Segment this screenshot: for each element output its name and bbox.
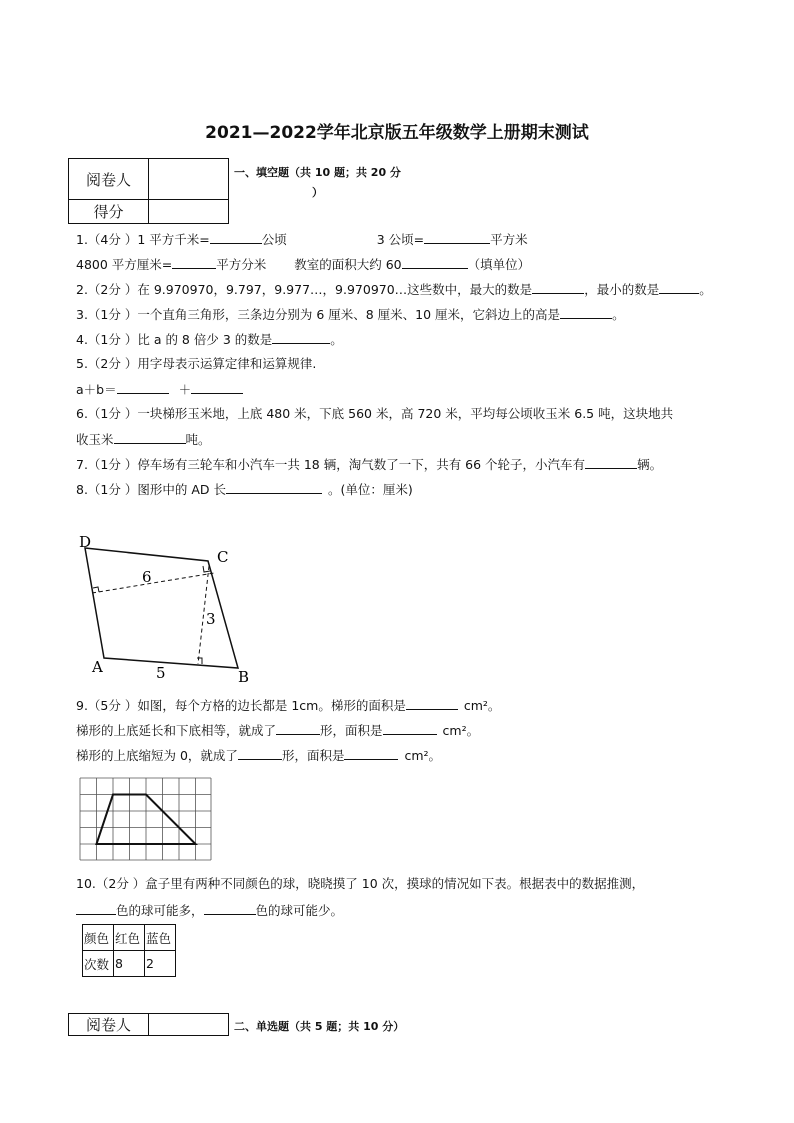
answer-blank[interactable]	[383, 722, 437, 735]
answer-blank[interactable]	[402, 256, 468, 269]
question-5: 5.（2分 ）用字母表示运算定律和运算规律.	[76, 356, 317, 371]
parallelogram-figure	[72, 528, 272, 688]
table-row	[83, 951, 176, 977]
table-row	[83, 925, 176, 951]
answer-blank[interactable]	[344, 747, 398, 760]
score-cell[interactable]	[149, 200, 229, 224]
reviewer-label: 阅卷人	[69, 1014, 149, 1036]
answer-blank[interactable]	[117, 381, 169, 394]
answer-blank[interactable]	[204, 902, 256, 915]
vertex-c-label: C	[217, 548, 229, 566]
answer-blank[interactable]	[585, 456, 637, 469]
section2-heading: 二、单选题（共 5 题；共 10 分）	[234, 1020, 405, 1033]
section1-heading-close: ）	[312, 186, 323, 199]
height-6-label: 6	[142, 568, 152, 586]
answer-blank[interactable]	[114, 431, 186, 444]
question-6-line2: 收玉米 吨。	[76, 432, 211, 447]
reviewer-cell[interactable]	[149, 159, 229, 200]
reviewer-label: 阅卷人	[69, 159, 149, 200]
vertex-a-label: A	[92, 658, 103, 676]
ball-count-table	[82, 924, 176, 977]
table-cell: 8	[114, 951, 145, 977]
answer-blank[interactable]	[424, 231, 490, 244]
answer-blank[interactable]	[226, 481, 322, 494]
trapezoid-grid-figure	[78, 776, 214, 864]
question-7: 7.（1分 ）停车场有三轮车和小汽车一共 18 辆，淘气数了一下，共有 66 个轮子，小汽车有 辆。	[76, 457, 663, 472]
question-9-line2: 梯形的上底延长和下底相等，就成了 形，面积是 cm²。	[76, 723, 480, 738]
base-5-label: 5	[156, 664, 166, 682]
answer-blank[interactable]	[276, 722, 320, 735]
answer-blank[interactable]	[76, 902, 116, 915]
reviewer-cell[interactable]	[149, 1014, 229, 1036]
vertex-d-label: D	[79, 533, 92, 551]
answer-blank[interactable]	[191, 381, 243, 394]
question-3: 3.（1分 ）一个直角三角形，三条边分别为 6 厘米、8 厘米、10 厘米，它斜边上的高是 。	[76, 307, 625, 322]
answer-blank[interactable]	[406, 697, 458, 710]
answer-blank[interactable]	[532, 281, 584, 294]
question-10-line2: 色的球可能多， 色的球可能少。	[76, 902, 343, 919]
answer-blank[interactable]	[210, 231, 262, 244]
answer-blank[interactable]	[659, 281, 699, 294]
table-cell: 2	[145, 951, 176, 977]
question-5-formula: a＋b＝ ＋	[76, 381, 243, 398]
answer-blank[interactable]	[272, 331, 330, 344]
question-9: 9.（5分 ）如图，每个方格的边长都是 1cm。梯形的面积是 cm²。	[76, 698, 501, 713]
table-cell: 红色	[114, 925, 145, 951]
score-box	[68, 158, 229, 224]
vertex-b-label: B	[238, 668, 250, 686]
question-1: 1.（4分 ）1 平方千米= 公顷 3 公顷= 平方米	[76, 232, 528, 247]
answer-blank[interactable]	[238, 747, 282, 760]
score-box-2	[68, 1013, 229, 1036]
height-3-label: 3	[206, 610, 216, 628]
page-title: 2021—2022学年北京版五年级数学上册期末测试	[205, 123, 589, 143]
table-cell: 颜色	[83, 925, 114, 951]
question-8: 8.（1分 ）图形中的 AD 长 。(单位：厘米)	[76, 482, 413, 497]
section1-heading: 一、填空题（共 10 题；共 20 分	[234, 166, 401, 179]
question-9-line3: 梯形的上底缩短为 0，就成了 形，面积是 cm²。	[76, 748, 442, 763]
answer-blank[interactable]	[172, 256, 216, 269]
answer-blank[interactable]	[560, 306, 612, 319]
question-10: 10.（2分 ）盒子里有两种不同颜色的球，晓晓摸了 10 次，摸球的情况如下表。根据表中的数据推测，	[76, 876, 645, 891]
question-4: 4.（1分 ）比 a 的 8 倍少 3 的数是 。	[76, 332, 343, 347]
score-label: 得分	[69, 200, 149, 224]
table-cell: 蓝色	[145, 925, 176, 951]
question-6: 6.（1分 ）一块梯形玉米地，上底 480 米，下底 560 米，高 720 米，平均每公顷收玉米 6.5 吨，这块地共	[76, 406, 674, 421]
question-2: 2.（2分 ）在 9.970970，9.797，9.977…，9.970970…这些数中，最大的数是 ，最小的数是 。	[76, 282, 712, 297]
question-1-line2: 4800 平方厘米= 平方分米 教室的面积大约 60 （填单位）	[76, 257, 531, 272]
table-cell: 次数	[83, 951, 114, 977]
